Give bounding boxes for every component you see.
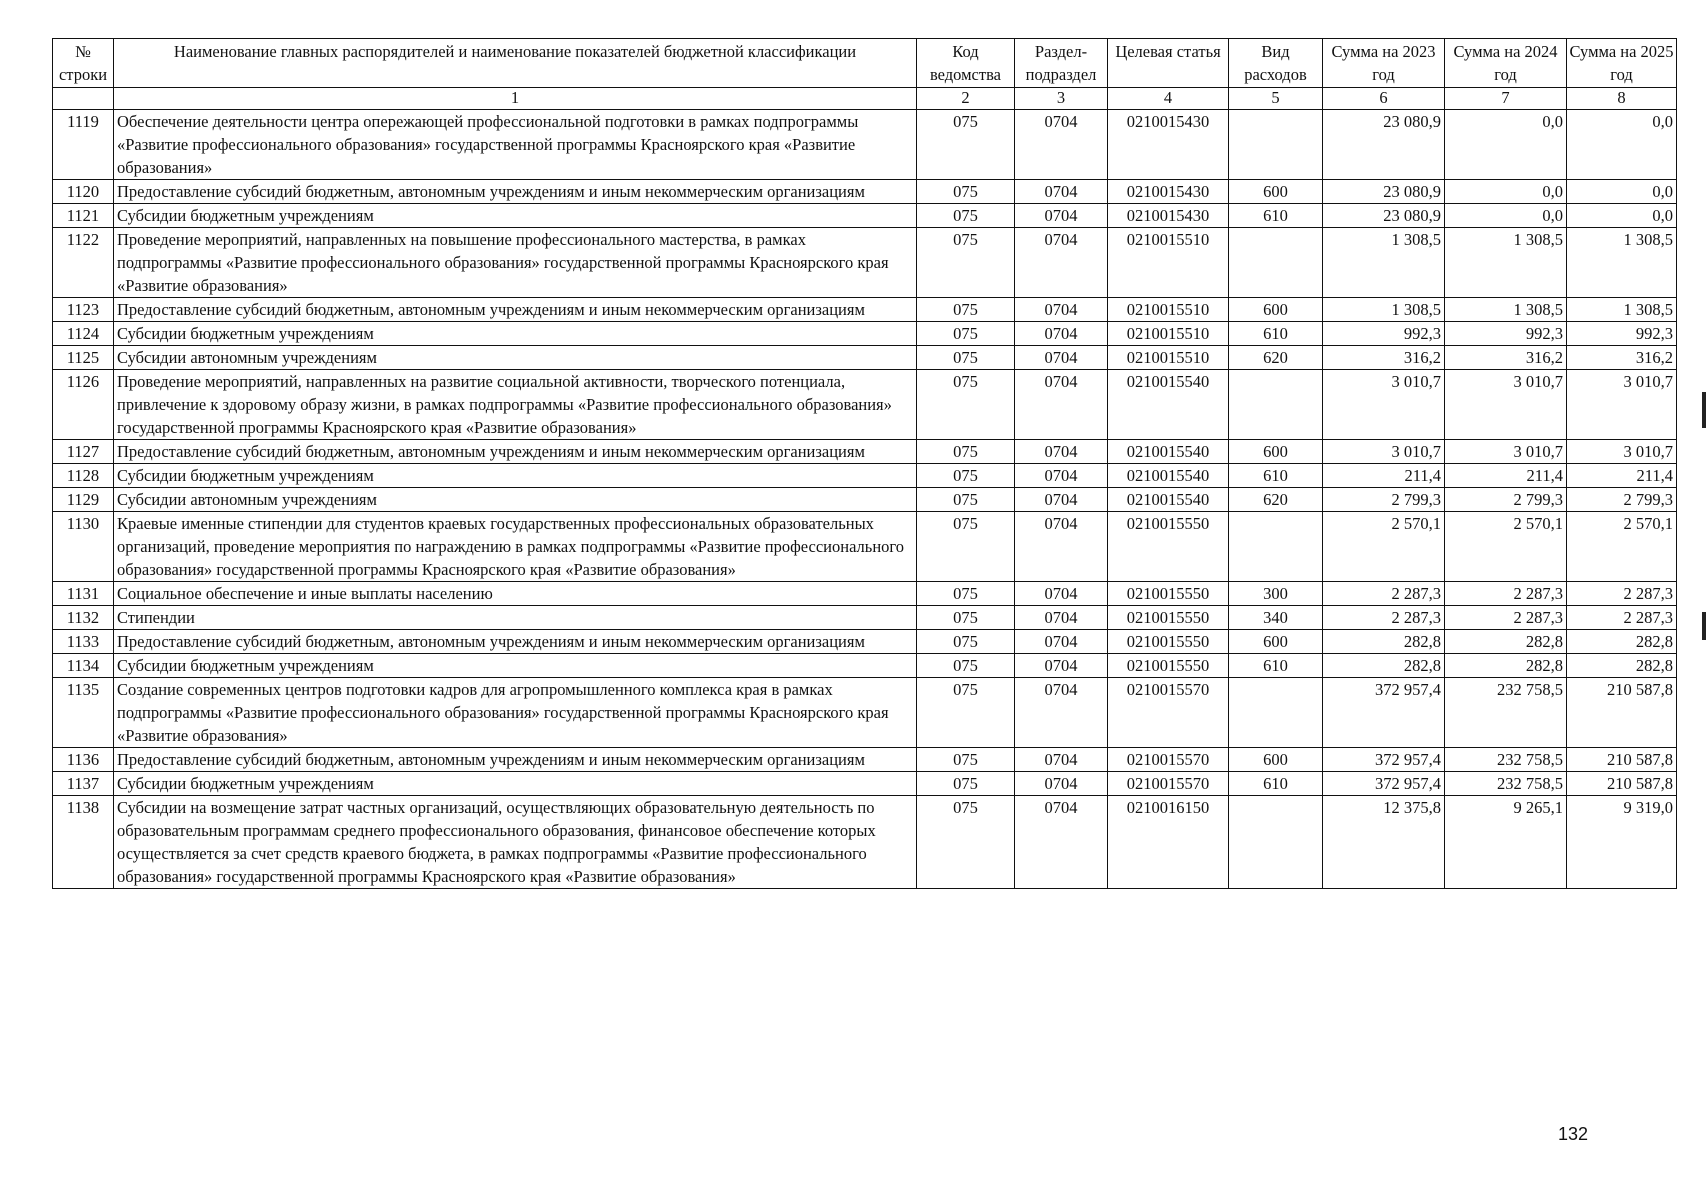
row-sum-2023: 372 957,4 bbox=[1323, 772, 1445, 796]
table-body bbox=[53, 110, 1677, 889]
row-number: 1125 bbox=[53, 346, 114, 370]
table-row bbox=[53, 654, 1677, 678]
row-sum-2025: 282,8 bbox=[1567, 630, 1677, 654]
table-row bbox=[53, 678, 1677, 748]
row-sum-2023: 3 010,7 bbox=[1323, 440, 1445, 464]
row-sum-2024: 3 010,7 bbox=[1445, 370, 1567, 440]
table-row bbox=[53, 606, 1677, 630]
header-row bbox=[53, 39, 1677, 88]
row-expense-type: 620 bbox=[1229, 488, 1323, 512]
row-dept-code: 075 bbox=[917, 322, 1015, 346]
row-section: 0704 bbox=[1015, 512, 1108, 582]
column-index-row bbox=[53, 88, 1677, 110]
row-section: 0704 bbox=[1015, 346, 1108, 370]
row-target: 0210015570 bbox=[1108, 772, 1229, 796]
row-sum-2024: 0,0 bbox=[1445, 204, 1567, 228]
row-target: 0210015430 bbox=[1108, 204, 1229, 228]
row-sum-2024: 2 287,3 bbox=[1445, 606, 1567, 630]
row-expense-type: 610 bbox=[1229, 772, 1323, 796]
row-name: Предоставление субсидий бюджетным, автономным учреждениям и иным некоммерческим организациям bbox=[114, 630, 917, 654]
table-row bbox=[53, 180, 1677, 204]
row-dept-code: 075 bbox=[917, 748, 1015, 772]
row-expense-type: 610 bbox=[1229, 322, 1323, 346]
row-name: Создание современных центров подготовки кадров для агропромышленного комплекса края в рамках подпрограммы «Развитие профессионального образования» государственной программы Красноярского края «Развитие образования» bbox=[114, 678, 917, 748]
row-dept-code: 075 bbox=[917, 678, 1015, 748]
row-name: Предоставление субсидий бюджетным, автономным учреждениям и иным некоммерческим организациям bbox=[114, 298, 917, 322]
row-sum-2024: 316,2 bbox=[1445, 346, 1567, 370]
row-name: Обеспечение деятельности центра опережающей профессиональной подготовки в рамках подпрограммы «Развитие профессионального образования» государственной программы Красноярского края «Развитие образования» bbox=[114, 110, 917, 180]
column-index bbox=[53, 88, 114, 110]
row-sum-2023: 282,8 bbox=[1323, 630, 1445, 654]
row-dept-code: 075 bbox=[917, 654, 1015, 678]
row-sum-2024: 3 010,7 bbox=[1445, 440, 1567, 464]
row-sum-2024: 1 308,5 bbox=[1445, 298, 1567, 322]
row-name: Предоставление субсидий бюджетным, автономным учреждениям и иным некоммерческим организациям bbox=[114, 748, 917, 772]
row-target: 0210015550 bbox=[1108, 606, 1229, 630]
row-sum-2024: 9 265,1 bbox=[1445, 796, 1567, 889]
scan-edge-mark bbox=[1702, 612, 1706, 640]
page-number: 132 bbox=[1558, 1124, 1589, 1144]
row-dept-code: 075 bbox=[917, 464, 1015, 488]
table-row bbox=[53, 748, 1677, 772]
row-sum-2025: 0,0 bbox=[1567, 110, 1677, 180]
row-expense-type: 600 bbox=[1229, 440, 1323, 464]
row-sum-2025: 992,3 bbox=[1567, 322, 1677, 346]
row-dept-code: 075 bbox=[917, 488, 1015, 512]
row-expense-type bbox=[1229, 370, 1323, 440]
column-index: 5 bbox=[1229, 88, 1323, 110]
row-section: 0704 bbox=[1015, 440, 1108, 464]
row-sum-2025: 282,8 bbox=[1567, 654, 1677, 678]
table-row bbox=[53, 488, 1677, 512]
row-number: 1123 bbox=[53, 298, 114, 322]
row-expense-type: 600 bbox=[1229, 298, 1323, 322]
row-name: Субсидии бюджетным учреждениям bbox=[114, 322, 917, 346]
row-number: 1136 bbox=[53, 748, 114, 772]
row-dept-code: 075 bbox=[917, 796, 1015, 889]
header-dept-code: Код ведомства bbox=[917, 39, 1015, 88]
row-expense-type: 600 bbox=[1229, 630, 1323, 654]
row-name: Проведение мероприятий, направленных на повышение профессионального мастерства, в рамках подпрограммы «Развитие профессионального образования» государственной программы Красноярского края «Развитие образования» bbox=[114, 228, 917, 298]
row-number: 1129 bbox=[53, 488, 114, 512]
row-target: 0210015540 bbox=[1108, 464, 1229, 488]
row-sum-2023: 992,3 bbox=[1323, 322, 1445, 346]
row-number: 1128 bbox=[53, 464, 114, 488]
row-sum-2025: 210 587,8 bbox=[1567, 748, 1677, 772]
row-sum-2025: 210 587,8 bbox=[1567, 772, 1677, 796]
row-dept-code: 075 bbox=[917, 298, 1015, 322]
row-name: Субсидии бюджетным учреждениям bbox=[114, 464, 917, 488]
column-index: 1 bbox=[114, 88, 917, 110]
row-sum-2025: 2 287,3 bbox=[1567, 606, 1677, 630]
row-section: 0704 bbox=[1015, 606, 1108, 630]
row-dept-code: 075 bbox=[917, 228, 1015, 298]
row-sum-2023: 2 287,3 bbox=[1323, 582, 1445, 606]
row-sum-2025: 2 799,3 bbox=[1567, 488, 1677, 512]
row-sum-2023: 3 010,7 bbox=[1323, 370, 1445, 440]
row-target: 0210015430 bbox=[1108, 180, 1229, 204]
row-sum-2024: 2 570,1 bbox=[1445, 512, 1567, 582]
row-number: 1130 bbox=[53, 512, 114, 582]
header-target: Целевая статья bbox=[1108, 39, 1229, 88]
row-section: 0704 bbox=[1015, 370, 1108, 440]
row-number: 1120 bbox=[53, 180, 114, 204]
table-row bbox=[53, 370, 1677, 440]
row-name: Субсидии автономным учреждениям bbox=[114, 488, 917, 512]
row-section: 0704 bbox=[1015, 772, 1108, 796]
row-number: 1132 bbox=[53, 606, 114, 630]
column-index: 4 bbox=[1108, 88, 1229, 110]
header-sum-2024: Сумма на 2024 год bbox=[1445, 39, 1567, 88]
row-sum-2024: 2 287,3 bbox=[1445, 582, 1567, 606]
row-dept-code: 075 bbox=[917, 512, 1015, 582]
row-sum-2025: 2 570,1 bbox=[1567, 512, 1677, 582]
row-section: 0704 bbox=[1015, 748, 1108, 772]
row-sum-2023: 372 957,4 bbox=[1323, 748, 1445, 772]
row-expense-type: 610 bbox=[1229, 464, 1323, 488]
table-row bbox=[53, 440, 1677, 464]
row-target: 0210015570 bbox=[1108, 678, 1229, 748]
row-sum-2023: 2 570,1 bbox=[1323, 512, 1445, 582]
header-sum-2025: Сумма на 2025 год bbox=[1567, 39, 1677, 88]
header-expense-type: Вид расходов bbox=[1229, 39, 1323, 88]
row-sum-2024: 282,8 bbox=[1445, 630, 1567, 654]
row-dept-code: 075 bbox=[917, 110, 1015, 180]
row-sum-2024: 0,0 bbox=[1445, 110, 1567, 180]
row-name: Субсидии бюджетным учреждениям bbox=[114, 772, 917, 796]
row-name: Субсидии на возмещение затрат частных организаций, осуществляющих образовательную деятельность по образовательным программам среднего профессионального образования, финансовое обеспечение которых осуществляется за счет средств краевого бюджета, в рамках подпрограммы «Развитие профессионального образования» государственной программы Красноярского края «Развитие образования» bbox=[114, 796, 917, 889]
row-number: 1121 bbox=[53, 204, 114, 228]
row-expense-type: 620 bbox=[1229, 346, 1323, 370]
row-section: 0704 bbox=[1015, 582, 1108, 606]
row-sum-2025: 0,0 bbox=[1567, 204, 1677, 228]
column-index: 7 bbox=[1445, 88, 1567, 110]
row-sum-2024: 1 308,5 bbox=[1445, 228, 1567, 298]
row-section: 0704 bbox=[1015, 488, 1108, 512]
row-number: 1138 bbox=[53, 796, 114, 889]
row-sum-2025: 211,4 bbox=[1567, 464, 1677, 488]
table-row bbox=[53, 464, 1677, 488]
row-target: 0210016150 bbox=[1108, 796, 1229, 889]
row-sum-2025: 9 319,0 bbox=[1567, 796, 1677, 889]
row-number: 1133 bbox=[53, 630, 114, 654]
row-target: 0210015430 bbox=[1108, 110, 1229, 180]
row-sum-2023: 211,4 bbox=[1323, 464, 1445, 488]
row-number: 1127 bbox=[53, 440, 114, 464]
row-dept-code: 075 bbox=[917, 772, 1015, 796]
row-dept-code: 075 bbox=[917, 180, 1015, 204]
table-row bbox=[53, 298, 1677, 322]
header-name: Наименование главных распорядителей и наименование показателей бюджетной классификации bbox=[114, 39, 917, 88]
row-sum-2025: 1 308,5 bbox=[1567, 298, 1677, 322]
row-section: 0704 bbox=[1015, 110, 1108, 180]
row-sum-2024: 232 758,5 bbox=[1445, 772, 1567, 796]
row-expense-type bbox=[1229, 110, 1323, 180]
row-section: 0704 bbox=[1015, 678, 1108, 748]
row-target: 0210015510 bbox=[1108, 298, 1229, 322]
row-sum-2025: 3 010,7 bbox=[1567, 370, 1677, 440]
row-section: 0704 bbox=[1015, 228, 1108, 298]
row-name: Субсидии бюджетным учреждениям bbox=[114, 204, 917, 228]
row-target: 0210015550 bbox=[1108, 512, 1229, 582]
table-row bbox=[53, 204, 1677, 228]
row-number: 1137 bbox=[53, 772, 114, 796]
row-section: 0704 bbox=[1015, 180, 1108, 204]
row-number: 1122 bbox=[53, 228, 114, 298]
row-target: 0210015570 bbox=[1108, 748, 1229, 772]
table-row bbox=[53, 346, 1677, 370]
row-expense-type: 340 bbox=[1229, 606, 1323, 630]
row-dept-code: 075 bbox=[917, 440, 1015, 464]
row-sum-2023: 1 308,5 bbox=[1323, 298, 1445, 322]
row-number: 1134 bbox=[53, 654, 114, 678]
table-row bbox=[53, 228, 1677, 298]
column-index: 3 bbox=[1015, 88, 1108, 110]
row-expense-type bbox=[1229, 678, 1323, 748]
row-sum-2023: 316,2 bbox=[1323, 346, 1445, 370]
row-dept-code: 075 bbox=[917, 582, 1015, 606]
row-section: 0704 bbox=[1015, 322, 1108, 346]
row-sum-2025: 0,0 bbox=[1567, 180, 1677, 204]
row-target: 0210015540 bbox=[1108, 488, 1229, 512]
row-sum-2023: 2 799,3 bbox=[1323, 488, 1445, 512]
row-sum-2023: 1 308,5 bbox=[1323, 228, 1445, 298]
row-number: 1135 bbox=[53, 678, 114, 748]
row-dept-code: 075 bbox=[917, 370, 1015, 440]
row-name: Предоставление субсидий бюджетным, автономным учреждениям и иным некоммерческим организациям bbox=[114, 180, 917, 204]
header-section: Раздел-подраздел bbox=[1015, 39, 1108, 88]
row-sum-2025: 316,2 bbox=[1567, 346, 1677, 370]
row-target: 0210015510 bbox=[1108, 228, 1229, 298]
row-expense-type bbox=[1229, 796, 1323, 889]
row-dept-code: 075 bbox=[917, 204, 1015, 228]
row-sum-2025: 3 010,7 bbox=[1567, 440, 1677, 464]
row-section: 0704 bbox=[1015, 464, 1108, 488]
scan-edge-mark bbox=[1702, 392, 1706, 428]
row-sum-2023: 23 080,9 bbox=[1323, 110, 1445, 180]
row-target: 0210015510 bbox=[1108, 322, 1229, 346]
row-expense-type: 600 bbox=[1229, 748, 1323, 772]
row-expense-type bbox=[1229, 228, 1323, 298]
row-section: 0704 bbox=[1015, 654, 1108, 678]
row-number: 1126 bbox=[53, 370, 114, 440]
row-target: 0210015510 bbox=[1108, 346, 1229, 370]
row-sum-2024: 2 799,3 bbox=[1445, 488, 1567, 512]
row-number: 1119 bbox=[53, 110, 114, 180]
row-sum-2023: 282,8 bbox=[1323, 654, 1445, 678]
row-sum-2025: 2 287,3 bbox=[1567, 582, 1677, 606]
row-section: 0704 bbox=[1015, 298, 1108, 322]
row-dept-code: 075 bbox=[917, 630, 1015, 654]
table-row bbox=[53, 512, 1677, 582]
table-row bbox=[53, 322, 1677, 346]
row-target: 0210015550 bbox=[1108, 654, 1229, 678]
row-sum-2024: 0,0 bbox=[1445, 180, 1567, 204]
row-number: 1131 bbox=[53, 582, 114, 606]
budget-table bbox=[52, 38, 1677, 889]
table-row bbox=[53, 772, 1677, 796]
row-section: 0704 bbox=[1015, 630, 1108, 654]
table-row bbox=[53, 630, 1677, 654]
row-expense-type: 610 bbox=[1229, 204, 1323, 228]
row-sum-2023: 372 957,4 bbox=[1323, 678, 1445, 748]
row-target: 0210015540 bbox=[1108, 370, 1229, 440]
row-sum-2024: 232 758,5 bbox=[1445, 748, 1567, 772]
row-name: Социальное обеспечение и иные выплаты населению bbox=[114, 582, 917, 606]
row-name: Стипендии bbox=[114, 606, 917, 630]
row-name: Проведение мероприятий, направленных на развитие социальной активности, творческого потенциала, привлечение к здоровому образу жизни, в рамках подпрограммы «Развитие профессионального образования» государственной программы Красноярского края «Развитие образования» bbox=[114, 370, 917, 440]
row-name: Краевые именные стипендии для студентов краевых государственных профессиональных образовательных организаций, проведение мероприятия по награждению в рамках подпрограммы «Развитие профессионального образования» государственной программы Красноярского края «Развитие образования» bbox=[114, 512, 917, 582]
row-dept-code: 075 bbox=[917, 606, 1015, 630]
row-target: 0210015550 bbox=[1108, 582, 1229, 606]
row-sum-2023: 23 080,9 bbox=[1323, 204, 1445, 228]
table-row bbox=[53, 582, 1677, 606]
table-row bbox=[53, 110, 1677, 180]
row-sum-2023: 2 287,3 bbox=[1323, 606, 1445, 630]
header-row-no: № строки bbox=[53, 39, 114, 88]
column-index: 2 bbox=[917, 88, 1015, 110]
row-sum-2024: 282,8 bbox=[1445, 654, 1567, 678]
row-sum-2024: 232 758,5 bbox=[1445, 678, 1567, 748]
row-sum-2025: 210 587,8 bbox=[1567, 678, 1677, 748]
row-name: Предоставление субсидий бюджетным, автономным учреждениям и иным некоммерческим организациям bbox=[114, 440, 917, 464]
row-target: 0210015540 bbox=[1108, 440, 1229, 464]
table-row bbox=[53, 796, 1677, 889]
row-name: Субсидии автономным учреждениям bbox=[114, 346, 917, 370]
column-index: 6 bbox=[1323, 88, 1445, 110]
row-sum-2024: 992,3 bbox=[1445, 322, 1567, 346]
row-expense-type: 600 bbox=[1229, 180, 1323, 204]
row-section: 0704 bbox=[1015, 796, 1108, 889]
row-sum-2023: 23 080,9 bbox=[1323, 180, 1445, 204]
row-dept-code: 075 bbox=[917, 346, 1015, 370]
row-name: Субсидии бюджетным учреждениям bbox=[114, 654, 917, 678]
row-sum-2023: 12 375,8 bbox=[1323, 796, 1445, 889]
row-sum-2025: 1 308,5 bbox=[1567, 228, 1677, 298]
header-sum-2023: Сумма на 2023 год bbox=[1323, 39, 1445, 88]
row-expense-type: 300 bbox=[1229, 582, 1323, 606]
row-target: 0210015550 bbox=[1108, 630, 1229, 654]
row-section: 0704 bbox=[1015, 204, 1108, 228]
row-sum-2024: 211,4 bbox=[1445, 464, 1567, 488]
row-expense-type: 610 bbox=[1229, 654, 1323, 678]
row-number: 1124 bbox=[53, 322, 114, 346]
row-expense-type bbox=[1229, 512, 1323, 582]
column-index: 8 bbox=[1567, 88, 1677, 110]
